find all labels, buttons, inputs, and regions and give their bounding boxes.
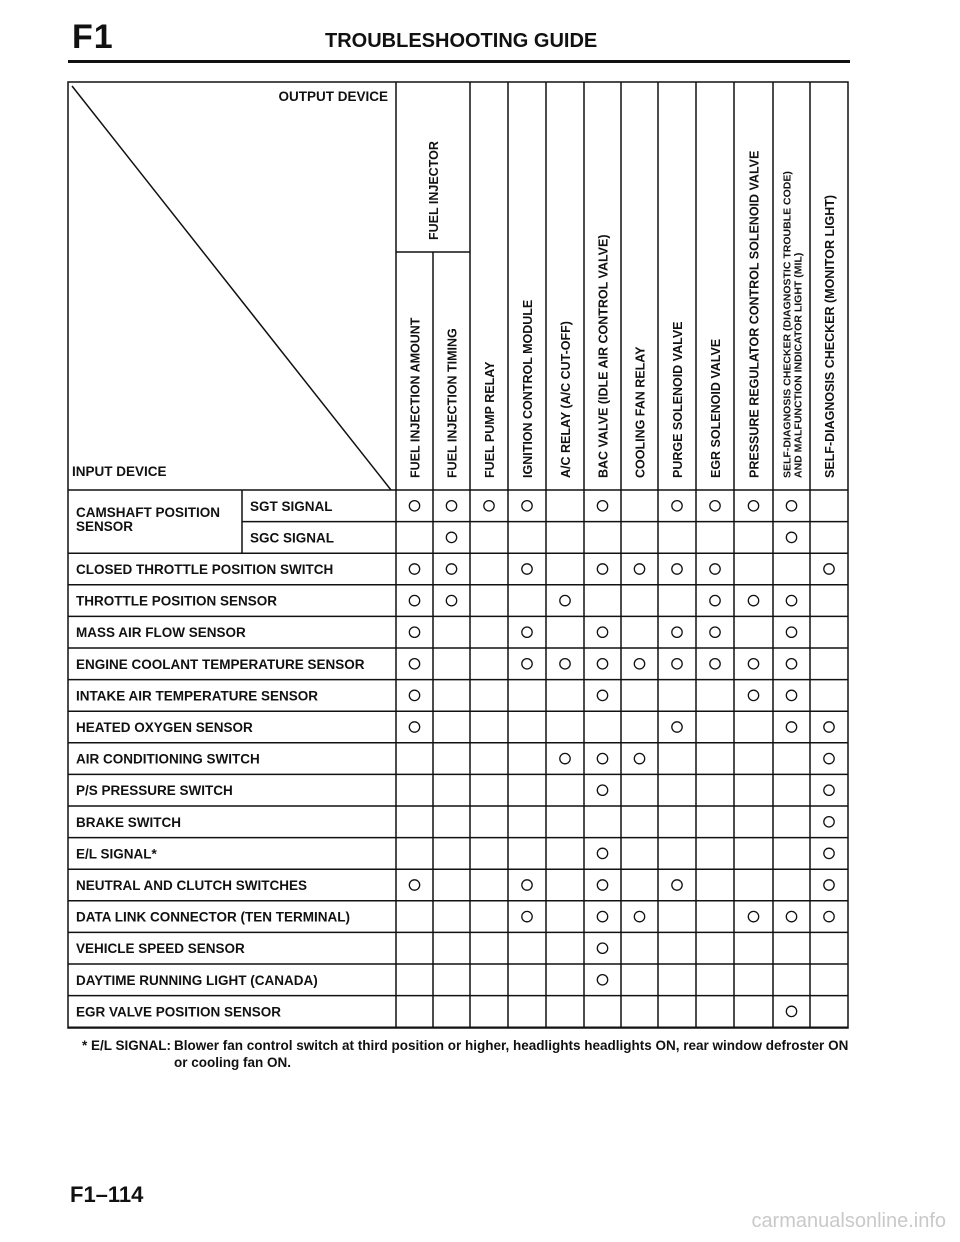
section-code: F1 <box>72 18 114 56</box>
applicability-mark <box>597 753 607 763</box>
row-label: BRAKE SWITCH <box>76 814 181 830</box>
applicability-mark <box>446 532 456 542</box>
row-label: VEHICLE SPEED SENSOR <box>76 941 245 957</box>
applicability-mark <box>597 690 607 700</box>
applicability-mark <box>597 975 607 985</box>
applicability-mark <box>672 880 682 890</box>
applicability-mark <box>710 501 720 511</box>
column-header-3: FUEL PUMP RELAY <box>483 361 497 478</box>
applicability-mark <box>634 564 644 574</box>
applicability-mark <box>748 911 758 921</box>
applicability-mark <box>748 501 758 511</box>
column-header-11-line2: AND MALFUNCTION INDICATOR LIGHT (MIL) <box>792 252 805 478</box>
row-label: SGT SIGNAL <box>250 498 333 514</box>
camshaft-group-label-line1: CAMSHAFT POSITION <box>76 505 220 520</box>
applicability-mark <box>409 564 419 574</box>
row-labels <box>76 499 365 1020</box>
column-header-2: FUEL INJECTION TIMING <box>445 328 460 478</box>
applicability-mark <box>409 501 419 511</box>
applicability-mark <box>672 627 682 637</box>
column-header-6: BAC VALVE (IDLE AIR CONTROL VALVE) <box>596 234 611 478</box>
input-device-label: INPUT DEVICE <box>72 464 167 479</box>
column-header-7: COOLING FAN RELAY <box>633 346 648 478</box>
row-label: EGR VALVE POSITION SENSOR <box>76 1004 282 1020</box>
applicability-mark <box>409 722 419 732</box>
applicability-mark <box>522 564 532 574</box>
applicability-mark <box>786 1006 796 1016</box>
applicability-mark <box>560 659 570 669</box>
applicability-mark <box>672 564 682 574</box>
page-title: TROUBLESHOOTING GUIDE <box>325 30 598 52</box>
applicability-mark <box>522 627 532 637</box>
applicability-mark <box>710 595 720 605</box>
applicability-mark <box>786 532 796 542</box>
applicability-mark <box>672 722 682 732</box>
applicability-mark <box>409 880 419 890</box>
applicability-mark <box>672 659 682 669</box>
applicability-mark <box>634 911 644 921</box>
applicability-mark <box>786 722 796 732</box>
applicability-mark <box>634 659 644 669</box>
applicability-mark <box>597 848 607 858</box>
applicability-mark <box>786 690 796 700</box>
applicability-mark <box>597 785 607 795</box>
applicability-mark <box>522 659 532 669</box>
footnote-text: Blower fan control switch at third position or higher, headlights headlights ON, rear window defroster ON or cooling fan ON. <box>174 1038 849 1070</box>
column-header-9: EGR SOLENOID VALVE <box>709 338 723 478</box>
applicability-mark <box>824 785 834 795</box>
row-label: E/L SIGNAL* <box>76 846 157 862</box>
applicability-mark <box>597 943 607 953</box>
column-header-12: SELF-DIAGNOSIS CHECKER (MONITOR LIGHT) <box>823 194 837 478</box>
column-header-4: IGNITION CONTROL MODULE <box>521 299 535 478</box>
applicability-mark <box>786 501 796 511</box>
applicability-mark <box>597 501 607 511</box>
applicability-mark <box>748 690 758 700</box>
applicability-mark <box>597 880 607 890</box>
row-label: DAYTIME RUNNING LIGHT (CANADA) <box>76 972 318 988</box>
applicability-mark <box>824 564 834 574</box>
column-header-10: PRESSURE REGULATOR CONTROL SOLENOID VALVE <box>747 150 762 478</box>
watermark: carmanualsonline.info <box>751 1210 946 1232</box>
applicability-mark <box>824 817 834 827</box>
applicability-mark <box>446 564 456 574</box>
applicability-mark <box>824 911 834 921</box>
applicability-mark <box>484 501 494 511</box>
column-header-1: FUEL INJECTION AMOUNT <box>408 317 423 478</box>
applicability-mark <box>560 753 570 763</box>
applicability-mark <box>597 659 607 669</box>
applicability-mark <box>522 501 532 511</box>
row-label: HEATED OXYGEN SENSOR <box>76 720 253 735</box>
applicability-mark <box>560 595 570 605</box>
applicability-mark <box>710 659 720 669</box>
column-header-5: A/C RELAY (A/C CUT-OFF) <box>559 321 573 478</box>
applicability-mark <box>786 627 796 637</box>
applicability-mark <box>710 627 720 637</box>
output-device-label: OUTPUT DEVICE <box>278 89 388 104</box>
column-header-11-line1: SELF-DIAGNOSIS CHECKER (DIAGNOSTIC TROUBLE CODE) <box>781 171 794 478</box>
row-label: CLOSED THROTTLE POSITION SWITCH <box>76 562 334 577</box>
applicability-mark <box>446 595 456 605</box>
row-label: P/S PRESSURE SWITCH <box>76 783 233 799</box>
applicability-mark <box>409 690 419 700</box>
applicability-mark <box>824 880 834 890</box>
applicability-mark <box>409 595 419 605</box>
fuel-injector-group-label: FUEL INJECTOR <box>427 141 441 240</box>
applicability-mark <box>748 659 758 669</box>
applicability-mark <box>672 501 682 511</box>
applicability-mark <box>409 659 419 669</box>
row-label: SGC SIGNAL <box>250 530 335 546</box>
camshaft-group-label-line2: SENSOR <box>76 519 134 534</box>
header-diagonal <box>72 86 391 490</box>
row-label: NEUTRAL AND CLUTCH SWITCHES <box>76 878 307 893</box>
applicability-mark <box>748 595 758 605</box>
applicability-mark <box>522 911 532 921</box>
applicability-mark <box>522 880 532 890</box>
applicability-mark <box>409 627 419 637</box>
applicability-mark <box>597 564 607 574</box>
page-number: F1–114 <box>70 1182 144 1207</box>
row-label: ENGINE COOLANT TEMPERATURE SENSOR <box>76 656 365 672</box>
applicability-mark <box>786 595 796 605</box>
applicability-mark <box>446 501 456 511</box>
footnote-label: * E/L SIGNAL: <box>82 1038 172 1053</box>
applicability-mark <box>634 753 644 763</box>
row-label: AIR CONDITIONING SWITCH <box>76 751 260 767</box>
row-label: DATA LINK CONNECTOR (TEN TERMINAL) <box>76 909 350 925</box>
applicability-mark <box>597 911 607 921</box>
row-label: MASS AIR FLOW SENSOR <box>76 625 246 641</box>
column-header-8: PURGE SOLENOID VALVE <box>671 321 685 478</box>
applicability-mark <box>786 659 796 669</box>
row-label: INTAKE AIR TEMPERATURE SENSOR <box>76 688 319 704</box>
applicability-mark <box>710 564 720 574</box>
applicability-mark <box>786 911 796 921</box>
row-label: THROTTLE POSITION SENSOR <box>76 593 278 609</box>
applicability-mark <box>824 722 834 732</box>
applicability-mark <box>824 848 834 858</box>
applicability-mark <box>597 627 607 637</box>
applicability-mark <box>824 753 834 763</box>
